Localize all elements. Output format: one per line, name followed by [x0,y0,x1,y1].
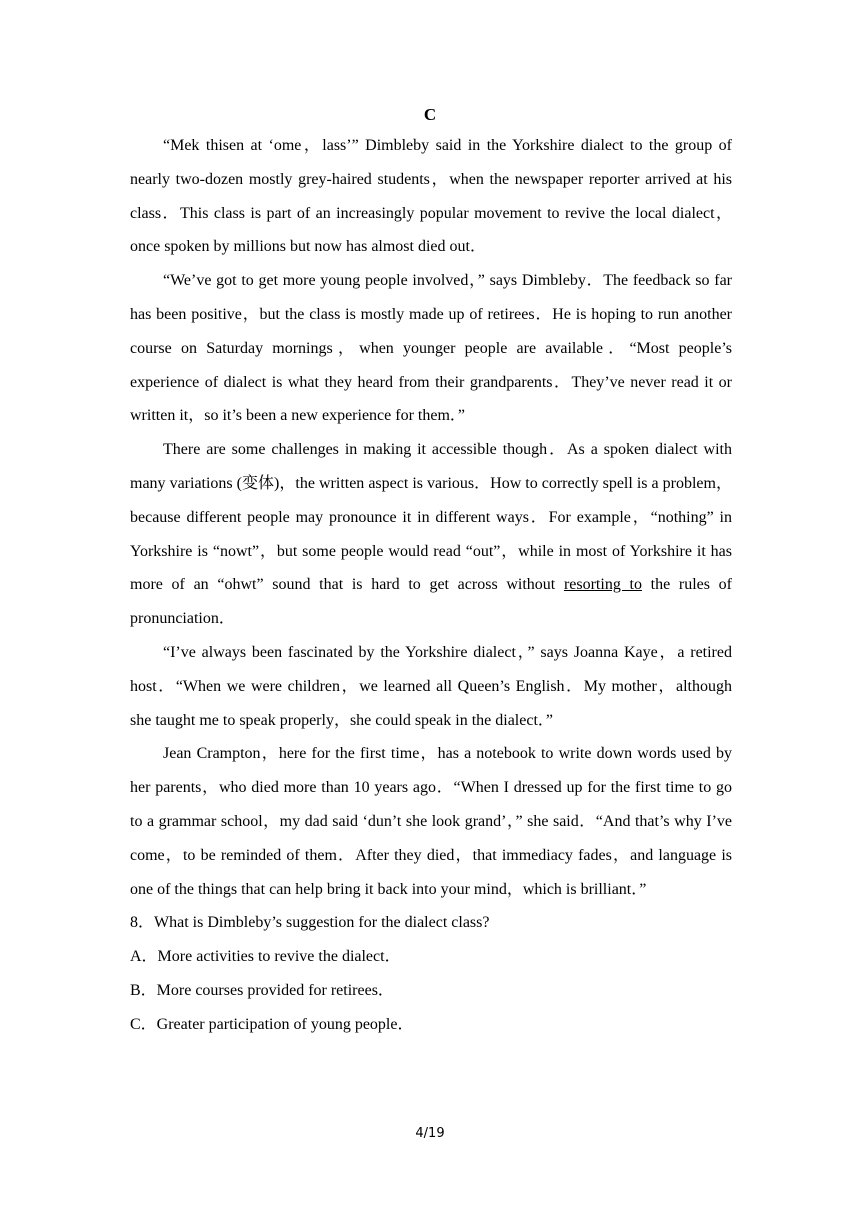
question-stem: 8．What is Dimbleby’s suggestion for the dialect class? [130,914,490,932]
paragraph-5: Jean Crampton，here for the first time，has a notebook to write down words used by her parents，who died more than 10 years ago．“When I dressed up for the first time to go to a grammar school，my dad said ‘dun’t she look grand’，” she said．“And that’s why I’ve come，to be reminded of them．After they died，that immediacy fades，and language is one of the things that can help bring it back into your mind，which is brilliant．” [130,745,732,898]
option-a: A．More activities to revive the dialect． [130,948,401,966]
underlined-phrase: resorting to [563,576,642,594]
section-heading: C [423,105,437,124]
paragraph-3-text-end: the rules of pronunciation． [130,576,732,628]
option-b: B．More courses provided for retirees． [130,981,394,999]
paragraph-2: “We’ve got to get more young people involved，” says Dimbleby．The feedback so far has been positive，but the class is mostly made up of retirees．He is hoping to run another course on Saturday mornings，when younger people are available．“Most people’s experience of dialect is what they heard from their grandparents．They’ve never read it or written it，so it’s been a new experience for them．” [130,272,732,425]
option-c: C．Greater participation of young people． [130,1015,414,1033]
passage-body [130,129,732,1042]
paragraph-1: “Mek thisen at ‘ome，lass’” Dimbleby said in the Yorkshire dialect to the group of nearly two-dozen mostly grey-haired students，when the newspaper reporter arrived at his class．This class is part of an increasingly popular movement to revive the local dialect，once spoken by millions but now has almost died out． [130,137,732,256]
paragraph-3-text-start: There are some challenges in making it accessible though．As a spoken dialect with many variations (变体)，the written aspect is various．How to correctly spell is a problem，because different people may pronounce it in different ways．For example，“nothing” in Yorkshire is “nowt”，but some people would read “out”，while in most of Yorkshire it has more of an “ohwt” sound that is hard to get across without [130,441,732,594]
paragraph-4: “I’ve always been fascinated by the Yorkshire dialect，” says Joanna Kaye，a retired host．“When we were children，we learned all Queen’s English．My mother，although she taught me to speak properly，she could speak in the dialect．” [130,643,732,729]
page-number: 4/19 [415,1126,445,1141]
paragraph-3 [130,433,732,636]
